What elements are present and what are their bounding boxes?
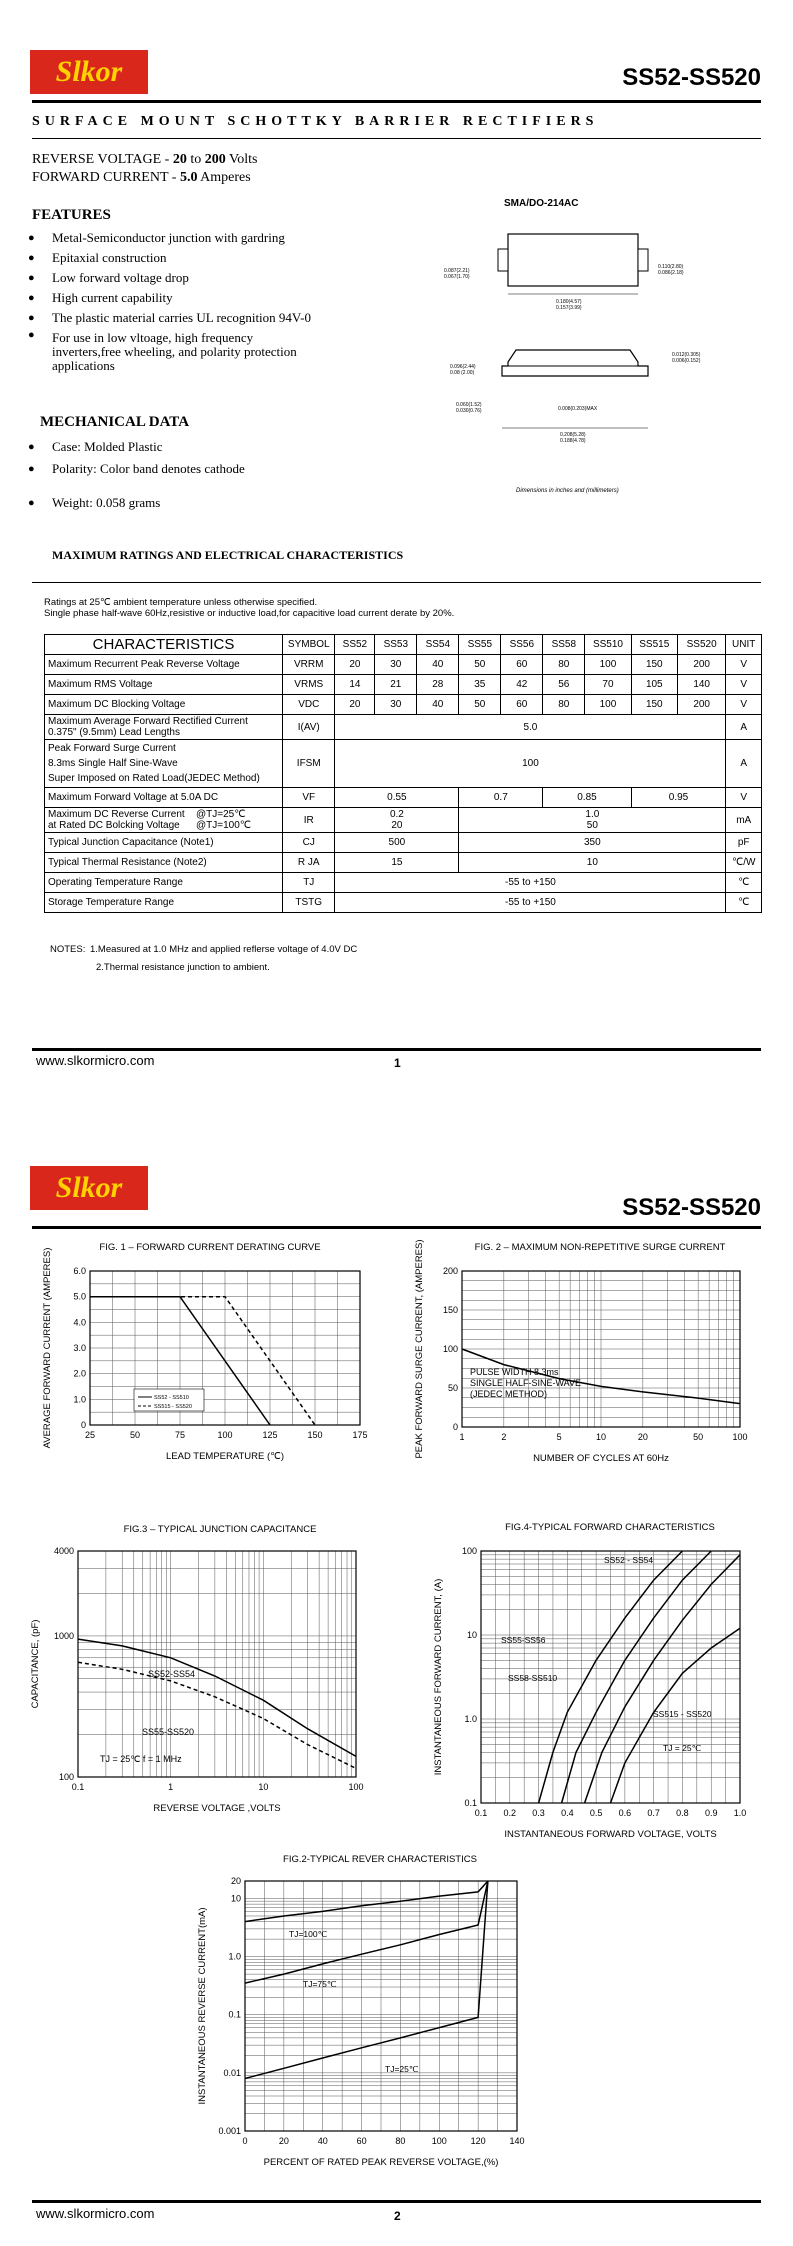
table-cell: 0.55: [335, 788, 459, 808]
mechanical-heading: MECHANICAL DATA: [40, 414, 190, 430]
x-tick-label: 0.2: [503, 1808, 517, 1818]
table-cell: CJ: [283, 833, 335, 853]
feature-item: ● The plastic material carries UL recognition 94V-0: [32, 308, 332, 328]
characteristics-table: [44, 634, 762, 913]
table-cell: 10: [459, 853, 726, 873]
x-tick-label: 140: [509, 2136, 525, 2146]
cell-line: [48, 809, 279, 820]
cell-line: 50: [586, 820, 598, 831]
ratings-heading: MAXIMUM RATINGS AND ELECTRICAL CHARACTERISTICS: [52, 548, 404, 562]
page-number: 2: [394, 2209, 401, 2223]
chart-annotation: (JEDEC METHOD): [470, 1389, 547, 1399]
table-cell: [45, 740, 283, 788]
footer-url[interactable]: www.slkormicro.com: [36, 1053, 155, 1068]
table-cell: A: [726, 740, 762, 788]
y-tick-label: 150: [442, 1305, 458, 1315]
table-cell: V: [726, 655, 762, 675]
table-cell: [45, 808, 283, 833]
table-cell: IFSM: [283, 740, 335, 788]
cell-line: 20: [391, 820, 403, 831]
table-cell: 500: [335, 833, 459, 853]
table-cell: V: [726, 788, 762, 808]
table-header: CHARACTERISTICS: [45, 635, 283, 655]
table-cell: VDC: [283, 695, 335, 715]
table-cell: IR: [283, 808, 335, 833]
chart-title: FIG.4-TYPICAL FORWARD CHARACTERISTICS: [505, 1522, 715, 1533]
fwd-current-label: FORWARD CURRENT -: [32, 170, 180, 185]
table-cell: 200: [677, 695, 725, 715]
dim-label: 0.188(4.78): [560, 438, 586, 444]
x-axis-label: PERCENT OF RATED PEAK REVERSE VOLTAGE,(%): [263, 2157, 499, 2168]
y-tick-label: 0.001: [218, 2126, 241, 2136]
chart-title: FIG. 2 – MAXIMUM NON-REPETITIVE SURGE CURRENT: [474, 1242, 726, 1253]
y-tick-label: 0.1: [228, 2009, 241, 2020]
table-cell: VRRM: [283, 655, 335, 675]
dim-label: 0.060(1.52): [456, 402, 482, 408]
table-cell: 80: [543, 695, 585, 715]
x-tick-label: 25: [84, 1430, 96, 1440]
series-line: [562, 1551, 712, 1803]
table-cell: [45, 715, 283, 740]
table-cell: [459, 808, 726, 833]
x-tick-label: 20: [278, 2136, 289, 2146]
table-cell: ℃/W: [726, 853, 762, 873]
table-cell: Typical Thermal Resistance (Note2): [45, 853, 283, 873]
series-label: SS515 - SS520: [653, 1709, 712, 1719]
table-cell: ℃: [726, 873, 762, 893]
table-cell: 80: [543, 655, 585, 675]
footer-rule: [32, 1048, 761, 1051]
table-cell: 100: [585, 695, 631, 715]
table-cell: -55 to +150: [335, 873, 726, 893]
x-tick-label: 175: [352, 1430, 368, 1440]
package-caption: Dimensions in inches and (millimeters): [516, 488, 619, 494]
x-tick-label: 0.9: [704, 1808, 718, 1818]
x-axis-label: LEAD TEMPERATURE (℃): [166, 1451, 284, 1462]
x-tick-label: 1.0: [733, 1808, 747, 1818]
cell-line: 1.0: [585, 809, 600, 820]
table-cell: V: [726, 675, 762, 695]
table-cell: TJ: [283, 873, 335, 893]
table-cell: 42: [501, 675, 543, 695]
dim-label: 0.08 (2.00): [450, 370, 475, 376]
y-tick-label: 0.01: [223, 2067, 241, 2078]
x-tick-label: 40: [317, 2136, 328, 2146]
characteristic-curves-figure: [0, 1230, 793, 2190]
brand-logo: Slkor: [30, 1166, 148, 1210]
mechanical-item: ● Case: Molded Plastic: [32, 436, 332, 458]
table-cell: 0.85: [543, 788, 631, 808]
table-cell: 21: [375, 675, 417, 695]
x-tick-label: 0.6: [618, 1808, 632, 1818]
table-cell: R JA: [283, 853, 335, 873]
table-row: [45, 788, 762, 808]
features-heading: FEATURES: [32, 207, 111, 223]
table-cell: I(AV): [283, 715, 335, 740]
table-cell: 150: [631, 655, 677, 675]
x-tick-label: 0.4: [561, 1808, 574, 1818]
table-cell: VF: [283, 788, 335, 808]
rev-voltage-min: 20: [172, 152, 187, 167]
package-name: SMA/DO-214AC: [504, 198, 579, 209]
dim-label: 0.012(0.305): [672, 352, 701, 358]
table-cell: 0.95: [631, 788, 726, 808]
table-header: SS510: [585, 635, 631, 655]
rev-voltage-max: 200: [204, 152, 226, 167]
table-cell: -55 to +150: [335, 893, 726, 913]
x-tick-label: 10: [595, 1432, 607, 1442]
table-row: [45, 808, 762, 833]
table-cell: 14: [335, 675, 375, 695]
dim-label: 0.086(2.18): [658, 270, 684, 276]
chart-title: FIG.2-TYPICAL REVER CHARACTERISTICS: [283, 1854, 477, 1865]
series-label: SS52-SS54: [148, 1669, 196, 1679]
table-row: [45, 715, 762, 740]
table-header: SS55: [459, 635, 501, 655]
x-tick-label: 0.1: [474, 1808, 488, 1818]
forward-current-line: [32, 170, 251, 186]
y-axis-label: INSTANTANEOUS REVERSE CURRENT(mA): [197, 1907, 208, 2105]
series-label: SS58-SS510: [508, 1673, 558, 1683]
table-cell: VRMS: [283, 675, 335, 695]
chart-annotation: TJ = 25℃ f = 1 MHz: [100, 1754, 182, 1764]
fwd-current-unit: Amperes: [197, 170, 251, 185]
table-cell: 140: [677, 675, 725, 695]
table-cell: 60: [501, 655, 543, 675]
x-axis-label: REVERSE VOLTAGE ,VOLTS: [153, 1803, 281, 1814]
page-number: 1: [394, 1056, 401, 1070]
table-cell: 40: [417, 655, 459, 675]
x-tick-label: 100: [732, 1432, 748, 1442]
cell-line: Super Imposed on Rated Load(JEDEC Method): [48, 773, 260, 784]
table-cell: pF: [726, 833, 762, 853]
ratings-note-2: Single phase half-wave 60Hz,resistive or inductive load,for capacitive load current derate by 20%.: [44, 608, 455, 619]
y-tick-label: 1.0: [228, 1951, 241, 1962]
ir-name-2: at Rated DC Bolcking Voltage: [48, 820, 180, 831]
series-label: SS55-SS520: [142, 1727, 195, 1737]
table-cell: 100: [585, 655, 631, 675]
table-cell: ℃: [726, 893, 762, 913]
x-tick-label: 0.7: [647, 1808, 660, 1818]
y-tick-label: 0: [452, 1422, 458, 1432]
plot-frame: [78, 1551, 356, 1777]
y-tick-label: 1000: [53, 1630, 74, 1641]
ir-cond-1: @TJ=25℃: [196, 809, 246, 820]
notes-label: NOTES:: [50, 944, 86, 955]
x-tick-label: 20: [637, 1432, 648, 1442]
x-tick-label: 100: [348, 1782, 364, 1792]
dim-label: 0.157(3.99): [556, 305, 582, 311]
y-tick-label: 0: [80, 1420, 86, 1430]
footer-rule: [32, 2200, 761, 2203]
table-cell: 30: [375, 695, 417, 715]
y-tick-label: 2.0: [73, 1368, 86, 1379]
series-label: TJ=25℃: [385, 2064, 419, 2074]
x-axis-label: INSTANTANEOUS FORWARD VOLTAGE, VOLTS: [504, 1829, 717, 1840]
rev-voltage-label: REVERSE VOLTAGE -: [32, 152, 173, 167]
table-row: [45, 740, 762, 788]
table-header: SS58: [543, 635, 585, 655]
dim-label: 0.208(5.28): [560, 432, 586, 438]
x-tick-label: 2: [501, 1432, 507, 1442]
x-axis-label: NUMBER OF CYCLES AT 60Hz: [533, 1453, 669, 1464]
dim-label: 0.008(0.203)MAX: [558, 406, 598, 412]
x-tick-label: 50: [129, 1430, 141, 1440]
table-cell: 20: [335, 655, 375, 675]
x-tick-label: 100: [217, 1430, 233, 1440]
rev-voltage-unit: Volts: [225, 152, 258, 167]
y-tick-label: 1.0: [464, 1714, 477, 1724]
dim-label: 0.180(4.57): [556, 299, 582, 305]
series-line: [245, 1881, 488, 1983]
x-tick-label: 10: [258, 1782, 269, 1792]
x-tick-label: 60: [356, 2136, 367, 2146]
chart-annotation: PULSE WIDTH 8.3ms: [470, 1367, 559, 1377]
ratings-note-1: Ratings at 25℃ ambient temperature unless otherwise specified.: [44, 597, 318, 608]
table-cell: Storage Temperature Range: [45, 893, 283, 913]
dim-label: 0.096(2.44): [450, 364, 476, 370]
y-tick-label: 4000: [53, 1546, 74, 1556]
fwd-current-value: 5.0: [179, 170, 198, 185]
table-cell: 105: [631, 675, 677, 695]
y-axis-label: PEAK FORWARD SURGE CURRENT, (AMPERES): [414, 1239, 425, 1459]
table-cell: 150: [631, 695, 677, 715]
table-cell: 35: [459, 675, 501, 695]
x-tick-label: 125: [262, 1430, 278, 1440]
features-list: [32, 228, 332, 373]
part-number-title: SS52-SS520: [622, 64, 761, 91]
table-cell: V: [726, 695, 762, 715]
x-tick-label: 0: [242, 2136, 248, 2146]
mechanical-list: [32, 436, 332, 514]
y-tick-label: 100: [461, 1546, 477, 1556]
x-tick-label: 0.5: [589, 1808, 603, 1818]
table-header: SS515: [631, 635, 677, 655]
table-header: SS52: [335, 635, 375, 655]
y-tick-label: 50: [447, 1383, 458, 1393]
header-rule: [32, 100, 761, 103]
ir-name-1: Maximum DC Reverse Current: [48, 809, 185, 820]
y-axis-label: CAPACITANCE, (pF): [30, 1619, 41, 1709]
table-cell: 100: [335, 740, 726, 788]
table-cell: 5.0: [335, 715, 726, 740]
table-cell: 30: [375, 655, 417, 675]
y-axis-label: INSTANTANEOUS FORWARD CURRENT, (A): [433, 1578, 444, 1776]
table-cell: 60: [501, 695, 543, 715]
y-tick-label: 200: [442, 1266, 458, 1276]
x-tick-label: 80: [395, 2136, 406, 2146]
table-cell: Typical Junction Capacitance (Note1): [45, 833, 283, 853]
cell-line: 0.375" (9.5mm) Lead Lengths: [48, 727, 180, 738]
note-2: 2.Thermal resistance junction to ambient.: [96, 962, 270, 973]
dim-label: 0.067(1.70): [444, 274, 470, 280]
table-row: [45, 873, 762, 893]
header-rule: [32, 1226, 761, 1229]
chart-annotation: TJ = 25℃: [663, 1743, 702, 1753]
dim-label: 0.087(2.21): [444, 268, 470, 274]
rev-voltage-to: to: [186, 152, 205, 167]
table-cell: 56: [543, 675, 585, 695]
table-row: [45, 853, 762, 873]
feature-item: ● High current capability: [32, 288, 332, 308]
legend-label: SS515 - SS520: [154, 1404, 192, 1410]
page-subtitle: SURFACE MOUNT SCHOTTKY BARRIER RECTIFIERS: [32, 114, 599, 129]
table-cell: TSTG: [283, 893, 335, 913]
brand-logo: Slkor: [30, 50, 148, 94]
table-cell: Maximum DC Blocking Voltage: [45, 695, 283, 715]
table-cell: Maximum RMS Voltage: [45, 675, 283, 695]
table-header: SS520: [677, 635, 725, 655]
table-cell: Maximum Forward Voltage at 5.0A DC: [45, 788, 283, 808]
x-tick-label: 50: [693, 1432, 704, 1442]
table-cell: 15: [335, 853, 459, 873]
x-tick-label: 75: [174, 1430, 186, 1440]
table-cell: 70: [585, 675, 631, 695]
y-tick-label: 4.0: [73, 1317, 86, 1328]
reverse-voltage-line: [32, 152, 258, 168]
feature-item: ● Epitaxial construction: [32, 248, 332, 268]
table-header: SS56: [501, 635, 543, 655]
ir-cond-2: @TJ=100℃: [196, 820, 252, 831]
dim-label: 0.110(2.80): [658, 264, 684, 270]
table-header: SS54: [417, 635, 459, 655]
x-tick-label: 5: [556, 1432, 562, 1442]
x-tick-label: 150: [307, 1430, 323, 1440]
subtitle-rule: [32, 138, 761, 139]
feature-item: ● For use in low vltoage, high frequency inverters,free wheeling, and polarity protection applications: [32, 328, 322, 373]
cell-line: Maximum Average Forward Rectified Current: [48, 716, 248, 727]
table-header: SS53: [375, 635, 417, 655]
table-row: [45, 893, 762, 913]
mechanical-item: ● Polarity: Color band denotes cathode: [32, 458, 332, 480]
y-tick-label: 10: [230, 1893, 241, 1904]
legend-label: SS52 - SS510: [154, 1395, 189, 1401]
table-row: [45, 695, 762, 715]
table-row: [45, 655, 762, 675]
dim-label: 0.030(0.76): [456, 408, 482, 414]
series-label: SS55-SS56: [501, 1635, 546, 1645]
x-tick-label: 100: [431, 2136, 447, 2146]
y-tick-label: 3.0: [73, 1343, 86, 1353]
x-tick-label: 0.3: [532, 1808, 545, 1818]
dim-label: 0.006(0.152): [672, 358, 701, 364]
cell-line: 8.3ms Single Half Sine-Wave: [48, 758, 178, 769]
y-axis-label: AVERAGE FORWARD CURRENT (AMPERES): [42, 1247, 53, 1449]
table-cell: 0.7: [459, 788, 543, 808]
series-label: TJ=75℃: [303, 1979, 337, 1989]
table-cell: 50: [459, 655, 501, 675]
feature-item: ● Low forward voltage drop: [32, 268, 332, 288]
table-cell: 20: [335, 695, 375, 715]
y-tick-label: 10: [466, 1630, 477, 1640]
table-cell: 28: [417, 675, 459, 695]
x-tick-label: 0.8: [676, 1808, 689, 1818]
cell-line: Peak Forward Surge Current: [48, 743, 176, 754]
series-label: TJ=100℃: [289, 1929, 328, 1939]
x-tick-label: 120: [470, 2136, 486, 2146]
table-cell: Maximum Recurrent Peak Reverse Voltage: [45, 655, 283, 675]
part-number-title: SS52-SS520: [622, 1194, 761, 1221]
table-cell: 50: [459, 695, 501, 715]
table-cell: 40: [417, 695, 459, 715]
chart-title: FIG. 1 – FORWARD CURRENT DERATING CURVE: [99, 1242, 321, 1253]
chart-annotation: SINGLE HALF-SINE-WAVE: [470, 1378, 582, 1388]
table-cell: mA: [726, 808, 762, 833]
y-tick-label: 20: [230, 1876, 241, 1886]
cell-line: 0.2: [389, 809, 404, 820]
y-tick-label: 100: [58, 1772, 74, 1782]
note-1: 1.Measured at 1.0 MHz and applied reflerse voltage of 4.0V DC: [90, 944, 358, 955]
y-tick-label: 0.1: [464, 1798, 477, 1808]
y-tick-label: 5.0: [73, 1291, 86, 1302]
series-label: SS52 - SS54: [604, 1555, 654, 1565]
y-tick-label: 100: [442, 1344, 458, 1354]
mechanical-item: ● Weight: 0.058 grams: [32, 492, 332, 514]
chart-title: FIG.3 – TYPICAL JUNCTION CAPACITANCE: [123, 1524, 317, 1535]
y-tick-label: 1.0: [73, 1394, 86, 1405]
table-cell: A: [726, 715, 762, 740]
feature-item: ● Metal-Semiconductor junction with gardring: [32, 228, 332, 248]
table-row: [45, 675, 762, 695]
x-tick-label: 1: [459, 1432, 465, 1442]
table-cell: 200: [677, 655, 725, 675]
table-header: SYMBOL: [283, 635, 335, 655]
ratings-rule: [32, 582, 761, 583]
cell-line: [48, 820, 279, 831]
table-cell: 350: [459, 833, 726, 853]
table-header: UNIT: [726, 635, 762, 655]
table-header-row: [45, 635, 762, 655]
x-tick-label: 0.1: [71, 1782, 85, 1792]
table-cell: Operating Temperature Range: [45, 873, 283, 893]
x-tick-label: 1: [168, 1782, 174, 1792]
table-row: [45, 833, 762, 853]
table-cell: [335, 808, 459, 833]
package-outline-drawing: [440, 192, 740, 504]
footer-url[interactable]: www.slkormicro.com: [36, 2206, 155, 2221]
y-tick-label: 6.0: [73, 1266, 86, 1276]
